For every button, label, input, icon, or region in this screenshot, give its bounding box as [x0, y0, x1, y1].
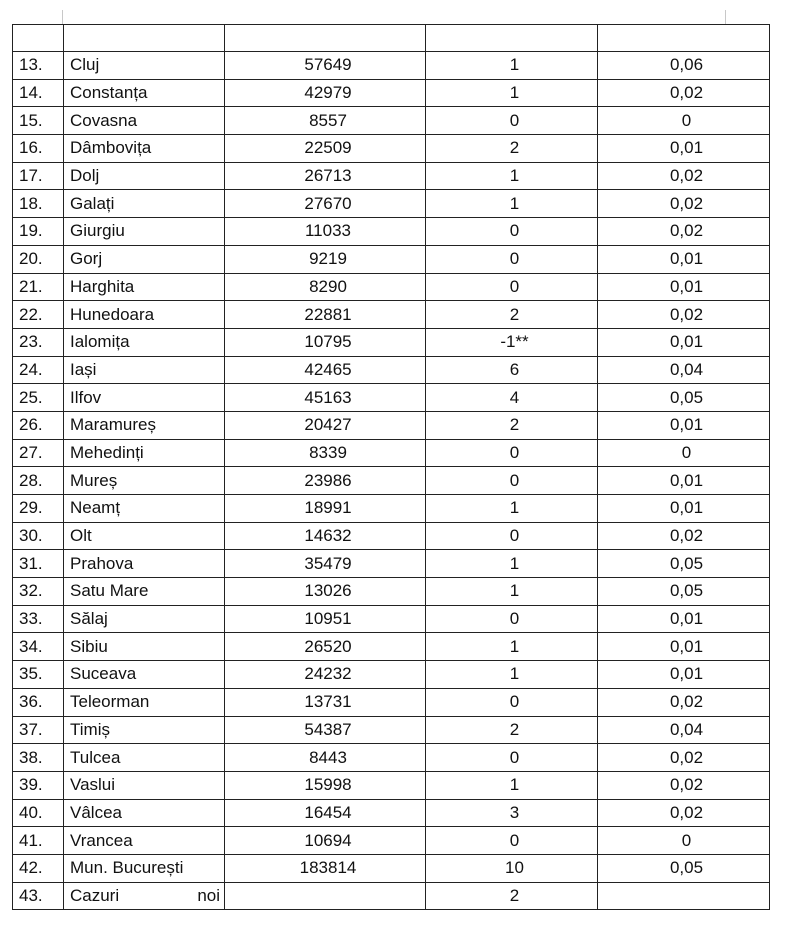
header-cell-rate	[598, 25, 770, 52]
new-deaths-cell: 0	[426, 605, 598, 633]
county-name-cell: Giurgiu	[64, 218, 225, 246]
rate-cell: 0,02	[598, 744, 770, 772]
rate-cell: 0,01	[598, 467, 770, 495]
row-number-cell: 32.	[13, 578, 64, 606]
table-row	[13, 190, 770, 218]
county-name-cell: Teleorman	[64, 688, 225, 716]
new-deaths-cell: 0	[426, 827, 598, 855]
rate-cell: 0	[598, 827, 770, 855]
row-number-cell: 33.	[13, 605, 64, 633]
row-number-cell: 27.	[13, 439, 64, 467]
new-deaths-cell: 2	[426, 411, 598, 439]
total-cases-cell: 57649	[225, 52, 426, 80]
table-row	[13, 771, 770, 799]
rate-cell: 0,02	[598, 522, 770, 550]
new-deaths-cell: 0	[426, 439, 598, 467]
table-row	[13, 882, 770, 910]
county-name-cell: Suceava	[64, 661, 225, 689]
table-header-row	[13, 25, 770, 52]
new-deaths-cell: 0	[426, 744, 598, 772]
rate-cell: 0,05	[598, 384, 770, 412]
row-number-cell: 41.	[13, 827, 64, 855]
row-number-cell: 31.	[13, 550, 64, 578]
total-cases-cell: 24232	[225, 661, 426, 689]
table-row	[13, 799, 770, 827]
rate-cell: 0,02	[598, 190, 770, 218]
new-deaths-cell: 6	[426, 356, 598, 384]
county-name-cell: Satu Mare	[64, 578, 225, 606]
new-deaths-cell: 0	[426, 107, 598, 135]
new-deaths-cell: 1	[426, 578, 598, 606]
total-cases-cell: 18991	[225, 495, 426, 523]
total-cases-cell: 13731	[225, 688, 426, 716]
new-deaths-cell: 4	[426, 384, 598, 412]
table-row	[13, 467, 770, 495]
new-deaths-cell: 1	[426, 162, 598, 190]
table-body	[13, 25, 770, 910]
rate-cell: 0,05	[598, 578, 770, 606]
row-number-cell: 26.	[13, 411, 64, 439]
total-cases-cell: 8339	[225, 439, 426, 467]
total-cases-cell: 8443	[225, 744, 426, 772]
new-deaths-cell: 0	[426, 522, 598, 550]
new-deaths-cell: 10	[426, 854, 598, 882]
total-cases-cell: 9219	[225, 245, 426, 273]
total-cases-cell: 22509	[225, 135, 426, 163]
table-row	[13, 688, 770, 716]
row-number-cell: 23.	[13, 328, 64, 356]
county-name-cell: Harghita	[64, 273, 225, 301]
new-deaths-cell: 3	[426, 799, 598, 827]
rate-cell: 0,06	[598, 52, 770, 80]
county-name-cell: Mehedinți	[64, 439, 225, 467]
new-deaths-cell: 0	[426, 245, 598, 273]
county-name-cell: Vaslui	[64, 771, 225, 799]
table-row	[13, 661, 770, 689]
new-deaths-cell: 0	[426, 688, 598, 716]
rate-cell: 0,01	[598, 633, 770, 661]
rate-cell: 0,01	[598, 328, 770, 356]
row-number-cell: 37.	[13, 716, 64, 744]
rate-cell: 0,04	[598, 356, 770, 384]
total-cases-cell: 26520	[225, 633, 426, 661]
row-number-cell: 39.	[13, 771, 64, 799]
county-name-cell: Tulcea	[64, 744, 225, 772]
page-margin-mark-left	[62, 10, 63, 24]
county-name-cell: Constanța	[64, 79, 225, 107]
county-name-cell: Timiș	[64, 716, 225, 744]
table-row	[13, 633, 770, 661]
rate-cell: 0	[598, 439, 770, 467]
county-name-cell: Cazuri noi	[64, 882, 225, 910]
total-cases-cell: 15998	[225, 771, 426, 799]
table-row	[13, 411, 770, 439]
new-deaths-cell: 1	[426, 661, 598, 689]
total-cases-cell: 13026	[225, 578, 426, 606]
table-row	[13, 107, 770, 135]
row-number-cell: 17.	[13, 162, 64, 190]
rate-cell: 0,02	[598, 799, 770, 827]
rate-cell: 0,02	[598, 79, 770, 107]
county-name-cell: Gorj	[64, 245, 225, 273]
row-number-cell: 29.	[13, 495, 64, 523]
rate-cell: 0,02	[598, 771, 770, 799]
row-number-cell: 13.	[13, 52, 64, 80]
county-name-cell: Dâmbovița	[64, 135, 225, 163]
row-number-cell: 38.	[13, 744, 64, 772]
county-name-cell: Dolj	[64, 162, 225, 190]
county-name-cell: Maramureș	[64, 411, 225, 439]
rate-cell: 0,01	[598, 411, 770, 439]
rate-cell: 0,01	[598, 245, 770, 273]
row-number-cell: 20.	[13, 245, 64, 273]
header-cell-num	[13, 25, 64, 52]
new-deaths-cell: 2	[426, 882, 598, 910]
row-number-cell: 35.	[13, 661, 64, 689]
county-name-cell: Sibiu	[64, 633, 225, 661]
total-cases-cell: 10795	[225, 328, 426, 356]
rate-cell: 0,05	[598, 854, 770, 882]
county-name-cell: Olt	[64, 522, 225, 550]
total-cases-cell: 26713	[225, 162, 426, 190]
new-deaths-cell: 2	[426, 301, 598, 329]
county-name-cell: Ialomița	[64, 328, 225, 356]
rate-cell: 0,01	[598, 495, 770, 523]
rate-cell: 0,04	[598, 716, 770, 744]
table-row	[13, 384, 770, 412]
total-cases-cell: 45163	[225, 384, 426, 412]
table-row	[13, 301, 770, 329]
county-name-cell: Mureș	[64, 467, 225, 495]
rate-cell: 0,02	[598, 688, 770, 716]
row-number-cell: 30.	[13, 522, 64, 550]
row-number-cell: 28.	[13, 467, 64, 495]
row-number-cell: 22.	[13, 301, 64, 329]
table-row	[13, 827, 770, 855]
table-row	[13, 522, 770, 550]
rate-cell: 0,01	[598, 135, 770, 163]
page-margin-mark-right	[725, 10, 726, 24]
total-cases-cell: 42465	[225, 356, 426, 384]
county-name-cell: Hunedoara	[64, 301, 225, 329]
table-row	[13, 79, 770, 107]
row-number-cell: 24.	[13, 356, 64, 384]
rate-cell: 0	[598, 107, 770, 135]
rate-cell	[598, 882, 770, 910]
county-name-cell: Mun. București	[64, 854, 225, 882]
total-cases-cell: 10951	[225, 605, 426, 633]
total-cases-cell: 20427	[225, 411, 426, 439]
new-deaths-cell: 0	[426, 218, 598, 246]
county-name-cell: Sălaj	[64, 605, 225, 633]
county-name-cell: Vrancea	[64, 827, 225, 855]
new-deaths-cell: 1	[426, 771, 598, 799]
total-cases-cell: 42979	[225, 79, 426, 107]
new-deaths-cell: 2	[426, 135, 598, 163]
total-cases-cell: 22881	[225, 301, 426, 329]
county-name-cell: Covasna	[64, 107, 225, 135]
row-number-cell: 25.	[13, 384, 64, 412]
row-number-cell: 36.	[13, 688, 64, 716]
row-number-cell: 21.	[13, 273, 64, 301]
table-row	[13, 744, 770, 772]
total-cases-cell: 54387	[225, 716, 426, 744]
rate-cell: 0,05	[598, 550, 770, 578]
row-number-cell: 16.	[13, 135, 64, 163]
header-cell-deaths	[426, 25, 598, 52]
rate-cell: 0,02	[598, 301, 770, 329]
row-number-cell: 15.	[13, 107, 64, 135]
table-row	[13, 854, 770, 882]
county-name-cell: Galați	[64, 190, 225, 218]
new-deaths-cell: 0	[426, 467, 598, 495]
row-number-cell: 14.	[13, 79, 64, 107]
total-cases-cell: 27670	[225, 190, 426, 218]
table-row	[13, 162, 770, 190]
header-cell-county	[64, 25, 225, 52]
table-row	[13, 245, 770, 273]
table-row	[13, 218, 770, 246]
new-deaths-cell: 1	[426, 633, 598, 661]
new-deaths-cell: 1	[426, 79, 598, 107]
total-cases-cell: 11033	[225, 218, 426, 246]
new-deaths-cell: 1	[426, 190, 598, 218]
row-number-cell: 19.	[13, 218, 64, 246]
rate-cell: 0,02	[598, 218, 770, 246]
table-row	[13, 578, 770, 606]
rate-cell: 0,01	[598, 605, 770, 633]
table-row	[13, 495, 770, 523]
total-cases-cell: 35479	[225, 550, 426, 578]
table-row	[13, 550, 770, 578]
total-cases-cell: 23986	[225, 467, 426, 495]
row-number-cell: 42.	[13, 854, 64, 882]
total-cases-cell: 8557	[225, 107, 426, 135]
row-number-cell: 34.	[13, 633, 64, 661]
county-name-cell: Vâlcea	[64, 799, 225, 827]
county-name-cell: Prahova	[64, 550, 225, 578]
table-row	[13, 135, 770, 163]
total-cases-cell: 14632	[225, 522, 426, 550]
table-row	[13, 356, 770, 384]
county-name-cell: Iași	[64, 356, 225, 384]
total-cases-cell: 183814	[225, 854, 426, 882]
rate-cell: 0,02	[598, 162, 770, 190]
table-row	[13, 52, 770, 80]
row-number-cell: 40.	[13, 799, 64, 827]
total-cases-cell: 10694	[225, 827, 426, 855]
table-row	[13, 328, 770, 356]
county-name-cell: Cluj	[64, 52, 225, 80]
header-cell-cases	[225, 25, 426, 52]
table-row	[13, 439, 770, 467]
row-number-cell: 43.	[13, 882, 64, 910]
table-row	[13, 716, 770, 744]
total-cases-cell: 8290	[225, 273, 426, 301]
total-cases-cell	[225, 882, 426, 910]
rate-cell: 0,01	[598, 273, 770, 301]
rate-cell: 0,01	[598, 661, 770, 689]
new-deaths-cell: 1	[426, 550, 598, 578]
table-row	[13, 273, 770, 301]
new-deaths-cell: -1**	[426, 328, 598, 356]
new-deaths-cell: 2	[426, 716, 598, 744]
new-deaths-cell: 1	[426, 495, 598, 523]
row-number-cell: 18.	[13, 190, 64, 218]
table-row	[13, 605, 770, 633]
county-statistics-table	[12, 24, 770, 910]
county-name-cell: Ilfov	[64, 384, 225, 412]
county-name-cell: Neamț	[64, 495, 225, 523]
new-deaths-cell: 0	[426, 273, 598, 301]
new-deaths-cell: 1	[426, 52, 598, 80]
total-cases-cell: 16454	[225, 799, 426, 827]
